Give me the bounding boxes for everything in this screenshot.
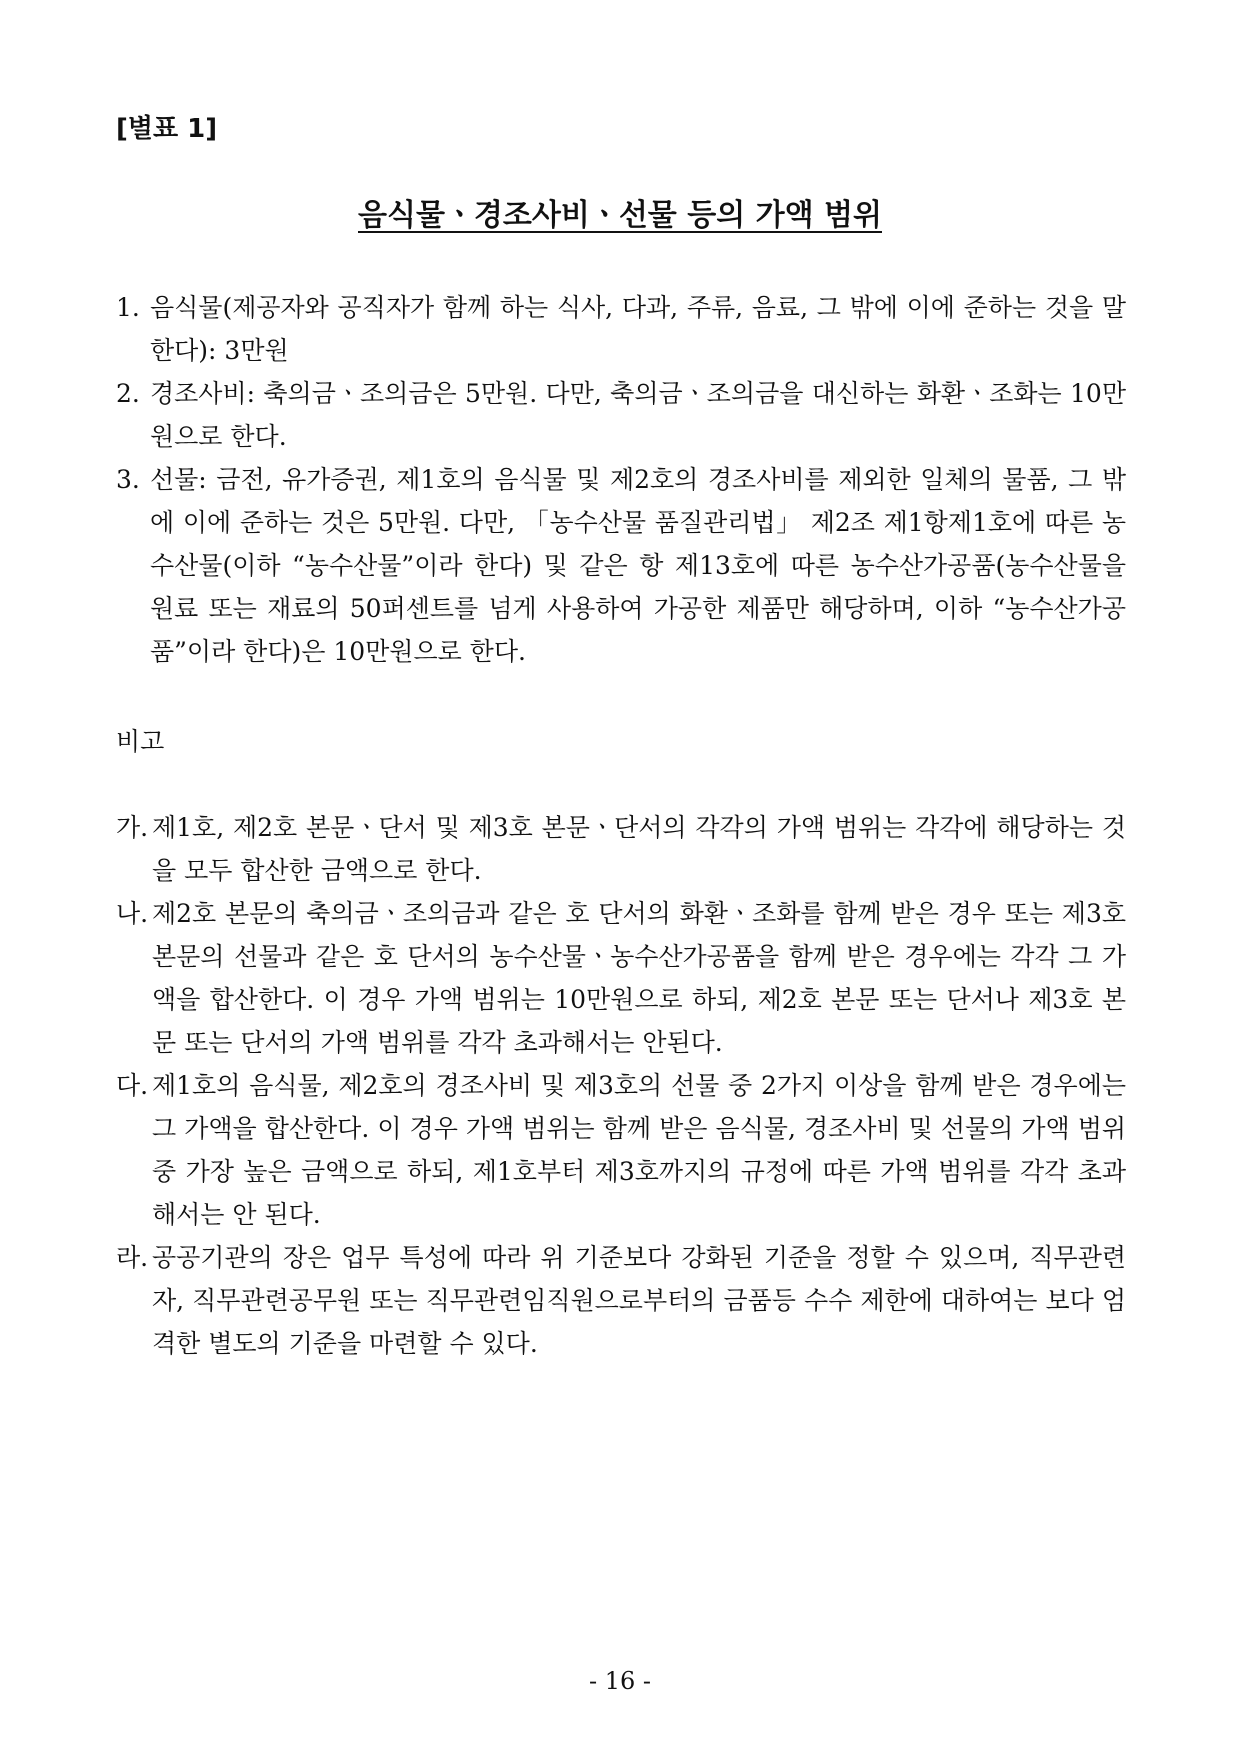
item-number: 1. [116,293,140,322]
price-limit-items [116,286,1126,673]
remarks-notes [116,806,1126,1365]
note-number: 다. [116,1071,149,1100]
note-ra [116,1236,1126,1365]
document-title-text: 음식물ㆍ경조사비ㆍ선물 등의 가액 범위 [358,198,882,233]
note-text: 공공기관의 장은 업무 특성에 따라 위 기준보다 강화된 기준을 정할 수 있으며, 직무관련자, 직무관련공무원 또는 직무관련임직원으로부터의 금품등 수수 제한에 대하여는 보다 엄격한 별도의 기준을 마련할 수 있다. [152,1243,1126,1358]
note-ga [116,806,1126,892]
item-text: 선물: 금전, 유가증권, 제1호의 음식물 및 제2호의 경조사비를 제외한 일체의 물품, 그 밖에 이에 준하는 것은 5만원. 다만, 「농수산물 품질관리법」 제2조 제1항제1호에 따른 농수산물(이하 “농수산물”이라 한다) 및 같은 항 제13호에 따른 농수산가공품(농수산물을 원료 또는 재료의 50퍼센트를 넘게 사용하여 가공한 제품만 해당하며, 이하 “농수산가공품”이라 한다)은 10만원으로 한다. [150,465,1126,666]
remarks-heading: 비고 [116,727,165,756]
note-text: 제2호 본문의 축의금ㆍ조의금과 같은 호 단서의 화환ㆍ조화를 함께 받은 경우 또는 제3호 본문의 선물과 같은 호 단서의 농수산물ㆍ농수산가공품을 함께 받은 경우에는 각각 그 가액을 합산한다. 이 경우 가액 범위는 10만원으로 하되, 제2호 본문 또는 단서나 제3호 본문 또는 단서의 가액 범위를 각각 초과해서는 안된다. [152,899,1126,1057]
item-number: 2. [116,379,140,408]
item-number: 3. [116,465,140,494]
note-number: 라. [116,1243,149,1272]
page-number: - 16 - [588,1667,651,1695]
note-number: 나. [116,899,149,928]
item-1 [116,286,1126,372]
item-3 [116,458,1126,673]
item-text: 음식물(제공자와 공직자가 함께 하는 식사, 다과, 주류, 음료, 그 밖에 이에 준하는 것을 말한다): 3만원 [150,293,1126,365]
item-text: 경조사비: 축의금ㆍ조의금은 5만원. 다만, 축의금ㆍ조의금을 대신하는 화환ㆍ조화는 10만원으로 한다. [150,379,1126,451]
annex-label: [별표 1] [116,114,218,144]
note-text: 제1호의 음식물, 제2호의 경조사비 및 제3호의 선물 중 2가지 이상을 함께 받은 경우에는 그 가액을 합산한다. 이 경우 가액 범위는 함께 받은 음식물, 경조사비 및 선물의 가액 범위 중 가장 높은 금액으로 하되, 제1호부터 제3호까지의 규정에 따른 가액 범위를 각각 초과해서는 안 된다. [152,1071,1126,1229]
note-na [116,892,1126,1064]
document-title [0,196,1240,236]
note-number: 가. [116,813,149,842]
note-text: 제1호, 제2호 본문ㆍ단서 및 제3호 본문ㆍ단서의 각각의 가액 범위는 각각에 해당하는 것을 모두 합산한 금액으로 한다. [152,813,1126,885]
note-da [116,1064,1126,1236]
item-2 [116,372,1126,458]
